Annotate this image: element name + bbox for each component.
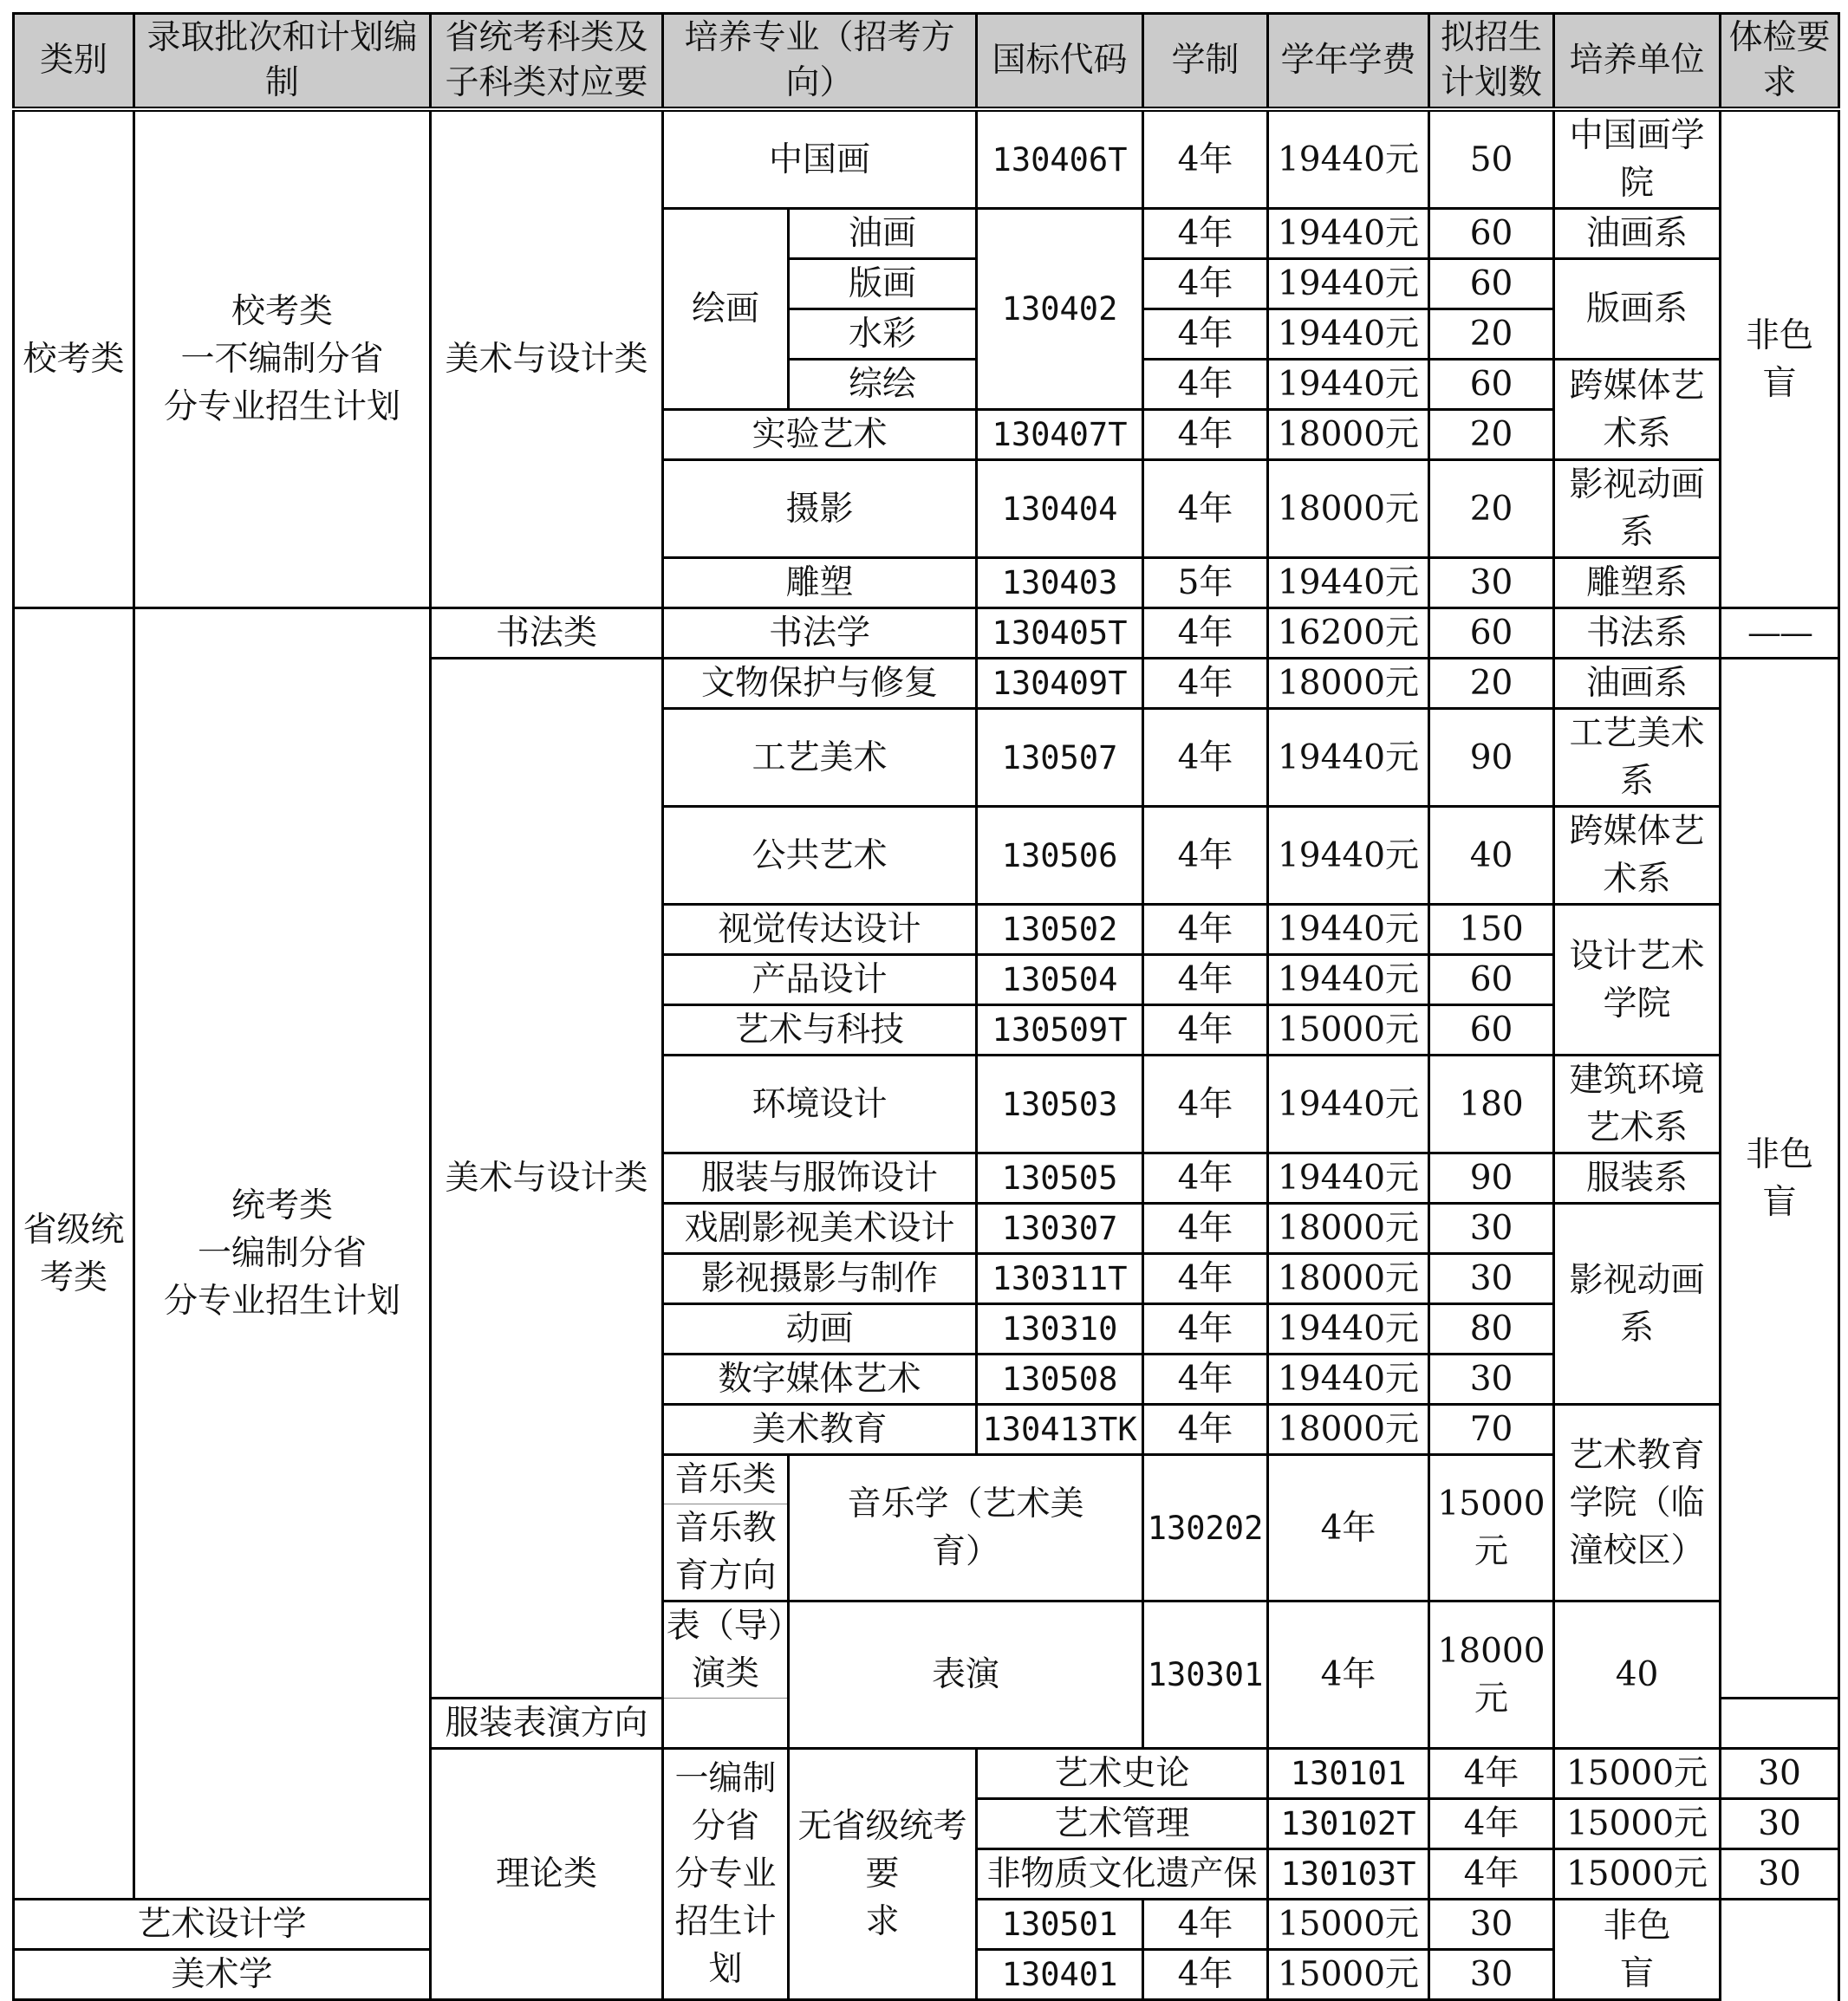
major-cell: 文物保护与修复 (663, 659, 977, 709)
subject-cell: 书法类 (431, 608, 663, 659)
unit-cell: 油画系 (1554, 209, 1721, 259)
code-cell: 130404 (977, 460, 1143, 558)
years-cell: 4年 (1143, 259, 1268, 309)
unit-cell: 跨媒体艺 术系 (1554, 360, 1721, 460)
unit-cell: 油画系 (1554, 659, 1721, 709)
code-cell: 130103T (1268, 1849, 1429, 1900)
years-cell: 4年 (1143, 955, 1268, 1005)
years-cell: 4年 (1268, 1455, 1429, 1601)
major-cell: 视觉传达设计 (663, 905, 977, 955)
years-cell: 4年 (1143, 1304, 1268, 1355)
code-cell: 130402 (977, 209, 1143, 410)
quota-cell: 90 (1429, 709, 1554, 807)
header-fee: 学年学费 (1268, 14, 1429, 110)
years-cell: 4年 (1143, 1005, 1268, 1056)
quota-cell: 50 (1429, 109, 1554, 209)
major-cell: 动画 (663, 1304, 977, 1355)
quota-cell: 30 (1429, 1355, 1554, 1405)
fee-cell: 18000元 (1268, 659, 1429, 709)
years-cell: 4年 (1429, 1799, 1554, 1849)
years-cell: 4年 (1143, 460, 1268, 558)
fee-cell: 19440元 (1268, 905, 1429, 955)
years-cell: 4年 (1429, 1849, 1554, 1900)
fee-cell: 15000元 (1429, 1455, 1554, 1601)
quota-cell: 80 (1429, 1304, 1554, 1355)
quota-cell: 60 (1429, 360, 1554, 410)
major-cell: 中国画 (663, 109, 977, 209)
fee-cell: 19440元 (1268, 1304, 1429, 1355)
fee-cell: 19440元 (1268, 209, 1429, 259)
major-cell: 服装与服饰设计 (663, 1153, 977, 1204)
major-cell: 艺术史论 (977, 1749, 1268, 1799)
code-cell: 130508 (977, 1355, 1143, 1405)
quota-cell: 30 (1429, 558, 1554, 608)
fee-cell: 15000元 (1268, 1950, 1429, 2000)
fee-cell: 18000元 (1268, 1254, 1429, 1304)
subject-cell: 服装表演方向 (431, 1699, 663, 1749)
fee-cell: 15000元 (1268, 1900, 1429, 1950)
code-cell: 130502 (977, 905, 1143, 955)
major-cell: 书法学 (663, 608, 977, 659)
major-cell: 美术学 (14, 1950, 431, 2000)
quota-cell: 30 (1721, 1749, 1839, 1799)
years-cell: 4年 (1268, 1601, 1429, 1749)
quota-cell: 60 (1429, 259, 1554, 309)
years-cell: 4年 (1143, 659, 1268, 709)
major-cell: 音乐学（艺术美 育） (789, 1455, 1143, 1601)
quota-cell: 180 (1429, 1056, 1554, 1153)
table-row (14, 109, 1839, 209)
quota-cell: 70 (1429, 1405, 1554, 1455)
major-cell: 实验艺术 (663, 410, 977, 460)
subject-cell: 无省级统考要 求 (789, 1749, 977, 2000)
category-cell: 校考类 (14, 109, 134, 608)
quota-cell: 60 (1429, 1005, 1554, 1056)
years-cell: 4年 (1143, 905, 1268, 955)
major-cell: 艺术与科技 (663, 1005, 977, 1056)
quota-cell: 30 (1429, 1204, 1554, 1254)
major-cell: 油画 (789, 209, 977, 259)
code-cell: 130407T (977, 410, 1143, 460)
code-cell: 130507 (977, 709, 1143, 807)
code-cell: 130504 (977, 955, 1143, 1005)
fee-cell: 16200元 (1268, 608, 1429, 659)
years-cell: 4年 (1143, 1204, 1268, 1254)
quota-cell: 30 (1721, 1849, 1839, 1900)
subject-cell: 音乐类 (663, 1455, 789, 1504)
fee-cell: 19440元 (1268, 259, 1429, 309)
unit-cell: 版画系 (1554, 259, 1721, 360)
subject-cell: 美术与设计类 (431, 109, 663, 608)
subject-cell: 音乐教育方向 (663, 1504, 789, 1601)
code-cell: 130301 (1143, 1601, 1268, 1749)
major-cell: 艺术管理 (977, 1799, 1268, 1849)
years-cell: 4年 (1143, 309, 1268, 360)
years-cell: 4年 (1143, 1900, 1268, 1950)
quota-cell: 90 (1429, 1153, 1554, 1204)
fee-cell: 19440元 (1268, 1153, 1429, 1204)
quota-cell: 150 (1429, 905, 1554, 955)
table-row (14, 608, 1839, 659)
quota-cell: 20 (1429, 309, 1554, 360)
unit-cell: 服装系 (1554, 1153, 1721, 1204)
code-cell: 130202 (1143, 1455, 1268, 1601)
major-cell: 水彩 (789, 309, 977, 360)
category-cell: 理论类 (431, 1749, 663, 2000)
header-batch: 录取批次和计划编制 (134, 14, 431, 110)
major-cell: 摄影 (663, 460, 977, 558)
years-cell: 4年 (1429, 1749, 1554, 1799)
header-subject: 省统考科类及子科类对应要 (431, 14, 663, 110)
unit-cell: 中国画学 院 (1554, 109, 1721, 209)
years-cell: 4年 (1143, 1405, 1268, 1455)
unit-cell: 工艺美术 系 (1554, 709, 1721, 807)
major-cell: 雕塑 (663, 558, 977, 608)
code-cell: 130506 (977, 807, 1143, 905)
major-cell: 表演 (789, 1601, 1143, 1749)
fee-cell: 19440元 (1268, 558, 1429, 608)
painting-group-cell: 绘画 (663, 209, 789, 410)
years-cell: 4年 (1143, 209, 1268, 259)
quota-cell: 40 (1429, 807, 1554, 905)
subject-cell: 表（导）演类 (663, 1601, 789, 1699)
years-cell: 4年 (1143, 608, 1268, 659)
admission-plan-table (12, 12, 1840, 2001)
quota-cell: 30 (1721, 1799, 1839, 1849)
unit-cell: 艺术教育 学院（临 潼校区） (1554, 1405, 1721, 1601)
batch-cell: 一编制分省 分专业招生计划 (663, 1749, 789, 2000)
batch-cell: 统考类 一编制分省 分专业招生计划 (134, 608, 431, 1900)
quota-cell: 60 (1429, 209, 1554, 259)
code-cell: 130101 (1268, 1749, 1429, 1799)
header-years: 学制 (1143, 14, 1268, 110)
code-cell: 130311T (977, 1254, 1143, 1304)
unit-cell: 跨媒体艺 术系 (1554, 807, 1721, 905)
code-cell: 130505 (977, 1153, 1143, 1204)
years-cell: 4年 (1143, 1950, 1268, 2000)
years-cell: 4年 (1143, 807, 1268, 905)
fee-cell: 15000元 (1554, 1849, 1721, 1900)
major-cell: 版画 (789, 259, 977, 309)
unit-cell: 影视动画 系 (1554, 460, 1721, 558)
header-health: 体检要求 (1721, 14, 1839, 110)
header-row (14, 14, 1839, 110)
quota-cell: 30 (1429, 1950, 1554, 2000)
fee-cell: 18000元 (1268, 1405, 1429, 1455)
category-cell: 省级统 考类 (14, 608, 134, 1900)
years-cell: 4年 (1143, 1355, 1268, 1405)
code-cell: 130509T (977, 1005, 1143, 1056)
header-category: 类别 (14, 14, 134, 110)
header-unit: 培养单位 (1554, 14, 1721, 110)
unit-cell: 雕塑系 (1554, 558, 1721, 608)
fee-cell: 19440元 (1268, 955, 1429, 1005)
fee-cell: 18000元 (1429, 1601, 1554, 1749)
major-cell: 非物质文化遗产保 (977, 1849, 1268, 1900)
major-cell: 戏剧影视美术设计 (663, 1204, 977, 1254)
major-cell: 环境设计 (663, 1056, 977, 1153)
code-cell: 130401 (977, 1950, 1143, 2000)
quota-cell: 60 (1429, 608, 1554, 659)
years-cell: 4年 (1143, 709, 1268, 807)
health-cell: —— (1721, 608, 1839, 659)
years-cell: 4年 (1143, 109, 1268, 209)
health-cell: 非色 盲 (1554, 1900, 1721, 2000)
batch-cell: 校考类 一不编制分省 分专业招生计划 (134, 109, 431, 608)
major-cell: 数字媒体艺术 (663, 1355, 977, 1405)
fee-cell: 18000元 (1268, 460, 1429, 558)
major-cell: 艺术设计学 (14, 1900, 431, 1950)
fee-cell: 19440元 (1268, 709, 1429, 807)
code-cell: 130102T (1268, 1799, 1429, 1849)
fee-cell: 19440元 (1268, 360, 1429, 410)
quota-cell: 20 (1429, 410, 1554, 460)
fee-cell: 19440元 (1268, 1056, 1429, 1153)
major-cell: 产品设计 (663, 955, 977, 1005)
quota-cell: 30 (1429, 1900, 1554, 1950)
fee-cell: 15000元 (1554, 1799, 1721, 1849)
fee-cell: 19440元 (1268, 1355, 1429, 1405)
years-cell: 4年 (1143, 360, 1268, 410)
major-cell: 美术教育 (663, 1405, 977, 1455)
quota-cell: 30 (1429, 1254, 1554, 1304)
fee-cell: 18000元 (1268, 1204, 1429, 1254)
header-quota: 拟招生计划数 (1429, 14, 1554, 110)
fee-cell: 19440元 (1268, 309, 1429, 360)
quota-cell: 60 (1429, 955, 1554, 1005)
major-cell: 公共艺术 (663, 807, 977, 905)
years-cell: 4年 (1143, 410, 1268, 460)
unit-cell: 建筑环境 艺术系 (1554, 1056, 1721, 1153)
code-cell: 130310 (977, 1304, 1143, 1355)
unit-cell: 设计艺术 学院 (1554, 905, 1721, 1056)
subject-cell: 美术与设计类 (431, 659, 663, 1699)
years-cell: 4年 (1143, 1153, 1268, 1204)
fee-cell: 18000元 (1268, 410, 1429, 460)
major-cell: 影视摄影与制作 (663, 1254, 977, 1304)
fee-cell: 19440元 (1268, 807, 1429, 905)
code-cell: 130405T (977, 608, 1143, 659)
health-cell: 非色 盲 (1721, 659, 1839, 1699)
years-cell: 4年 (1143, 1254, 1268, 1304)
code-cell: 130403 (977, 558, 1143, 608)
code-cell: 130501 (977, 1900, 1143, 1950)
unit-cell: 书法系 (1554, 608, 1721, 659)
fee-cell: 19440元 (1268, 109, 1429, 209)
unit-cell: 影视动画 系 (1554, 1204, 1721, 1405)
header-major: 培养专业（招考方向） (663, 14, 977, 110)
major-cell: 综绘 (789, 360, 977, 410)
code-cell: 130307 (977, 1204, 1143, 1254)
header-code: 国标代码 (977, 14, 1143, 110)
quota-cell: 20 (1429, 659, 1554, 709)
fee-cell: 15000元 (1268, 1005, 1429, 1056)
quota-cell: 40 (1554, 1601, 1721, 1749)
quota-cell: 20 (1429, 460, 1554, 558)
years-cell: 5年 (1143, 558, 1268, 608)
fee-cell: 15000元 (1554, 1749, 1721, 1799)
code-cell: 130413TK (977, 1405, 1143, 1455)
years-cell: 4年 (1143, 1056, 1268, 1153)
code-cell: 130406T (977, 109, 1143, 209)
code-cell: 130503 (977, 1056, 1143, 1153)
code-cell: 130409T (977, 659, 1143, 709)
health-cell: 非色 盲 (1721, 109, 1839, 608)
admission-table-wrapper (12, 12, 1840, 2001)
major-cell: 工艺美术 (663, 709, 977, 807)
